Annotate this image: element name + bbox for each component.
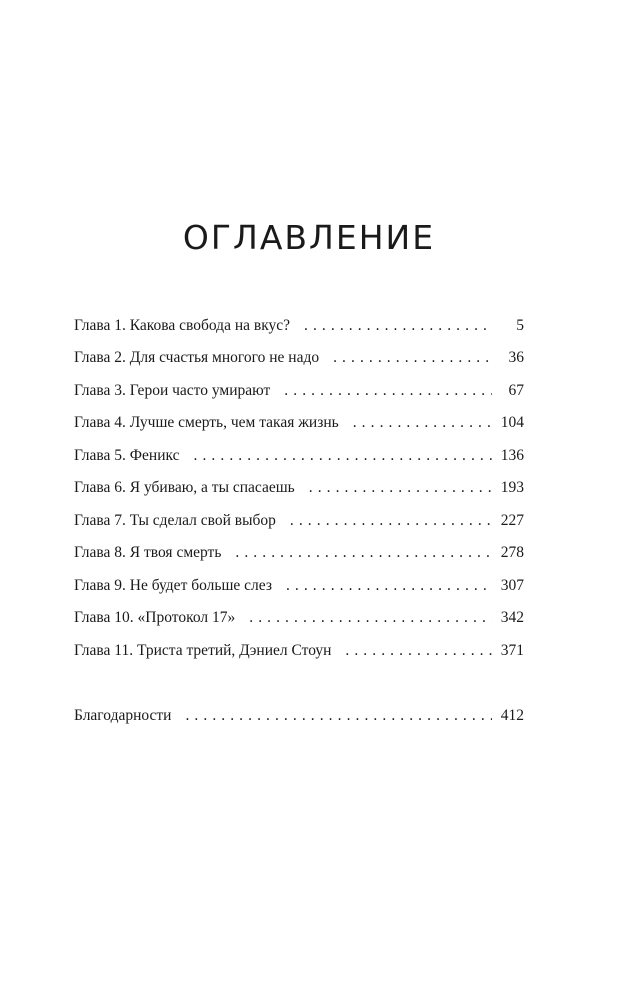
dot-leader (235, 542, 492, 564)
toc-entry-page: 412 (500, 707, 524, 724)
toc-entry-page: 227 (500, 512, 524, 529)
toc-entry-label: Благодарности (74, 707, 172, 724)
toc-entry-chapter-9[interactable] (74, 575, 524, 597)
dot-leader (185, 705, 492, 727)
toc-entry-chapter-7[interactable] (74, 510, 524, 532)
dot-leader (284, 380, 492, 402)
toc-entry-label: Глава 3. Герои часто умирают (74, 382, 271, 399)
toc-entry-page: 278 (500, 544, 524, 561)
dot-leader (290, 510, 492, 532)
dot-leader (304, 315, 492, 337)
toc-entry-page: 104 (500, 414, 524, 431)
toc-entry-label: Глава 8. Я твоя смерть (74, 544, 222, 561)
toc-entry-label: Глава 10. «Протокол 17» (74, 609, 236, 626)
toc-entry-label: Глава 7. Ты сделал свой выбор (74, 512, 276, 529)
toc-entry-chapter-8[interactable] (74, 542, 524, 564)
toc-entry-page: 307 (500, 577, 524, 594)
dot-leader (286, 575, 492, 597)
toc-entry-page: 67 (508, 382, 524, 399)
toc-entry-label: Глава 6. Я убиваю, а ты спасаешь (74, 479, 295, 496)
toc-entry-chapter-4[interactable] (74, 412, 524, 434)
dot-leader (333, 347, 492, 369)
toc-entry-label: Глава 9. Не будет больше слез (74, 577, 272, 594)
toc-entry-page: 36 (508, 349, 524, 366)
toc-entry-chapter-11[interactable] (74, 640, 524, 662)
dot-leader (345, 640, 492, 662)
dot-leader (309, 477, 492, 499)
dot-leader (353, 412, 492, 434)
toc-entry-chapter-3[interactable] (74, 380, 524, 402)
dot-leader (194, 445, 492, 467)
toc-entry-label: Глава 2. Для счастья многого не надо (74, 349, 320, 366)
toc-entry-page: 136 (500, 447, 524, 464)
toc-entry-chapter-1[interactable] (74, 315, 524, 337)
toc-entry-label: Глава 4. Лучше смерть, чем такая жизнь (74, 414, 339, 431)
toc-entry-page: 342 (500, 609, 524, 626)
toc-entry-label: Глава 11. Триста третий, Дэниел Стоун (74, 642, 332, 659)
page-title: ОГЛАВЛЕНИЕ (182, 218, 436, 257)
toc-entry-label: Глава 5. Феникс (74, 447, 180, 464)
toc-entry-label: Глава 1. Какова свобода на вкус? (74, 317, 291, 334)
toc-entry-chapter-6[interactable] (74, 477, 524, 499)
toc-entry-acknowledgements[interactable] (74, 705, 524, 727)
toc-entry-chapter-10[interactable] (74, 607, 524, 629)
toc-entry-page: 371 (500, 642, 524, 659)
toc-entry-page: 5 (516, 317, 524, 334)
toc-entry-chapter-5[interactable] (74, 445, 524, 467)
toc-entry-chapter-2[interactable] (74, 347, 524, 369)
toc-entry-page: 193 (500, 479, 524, 496)
dot-leader (249, 607, 492, 629)
